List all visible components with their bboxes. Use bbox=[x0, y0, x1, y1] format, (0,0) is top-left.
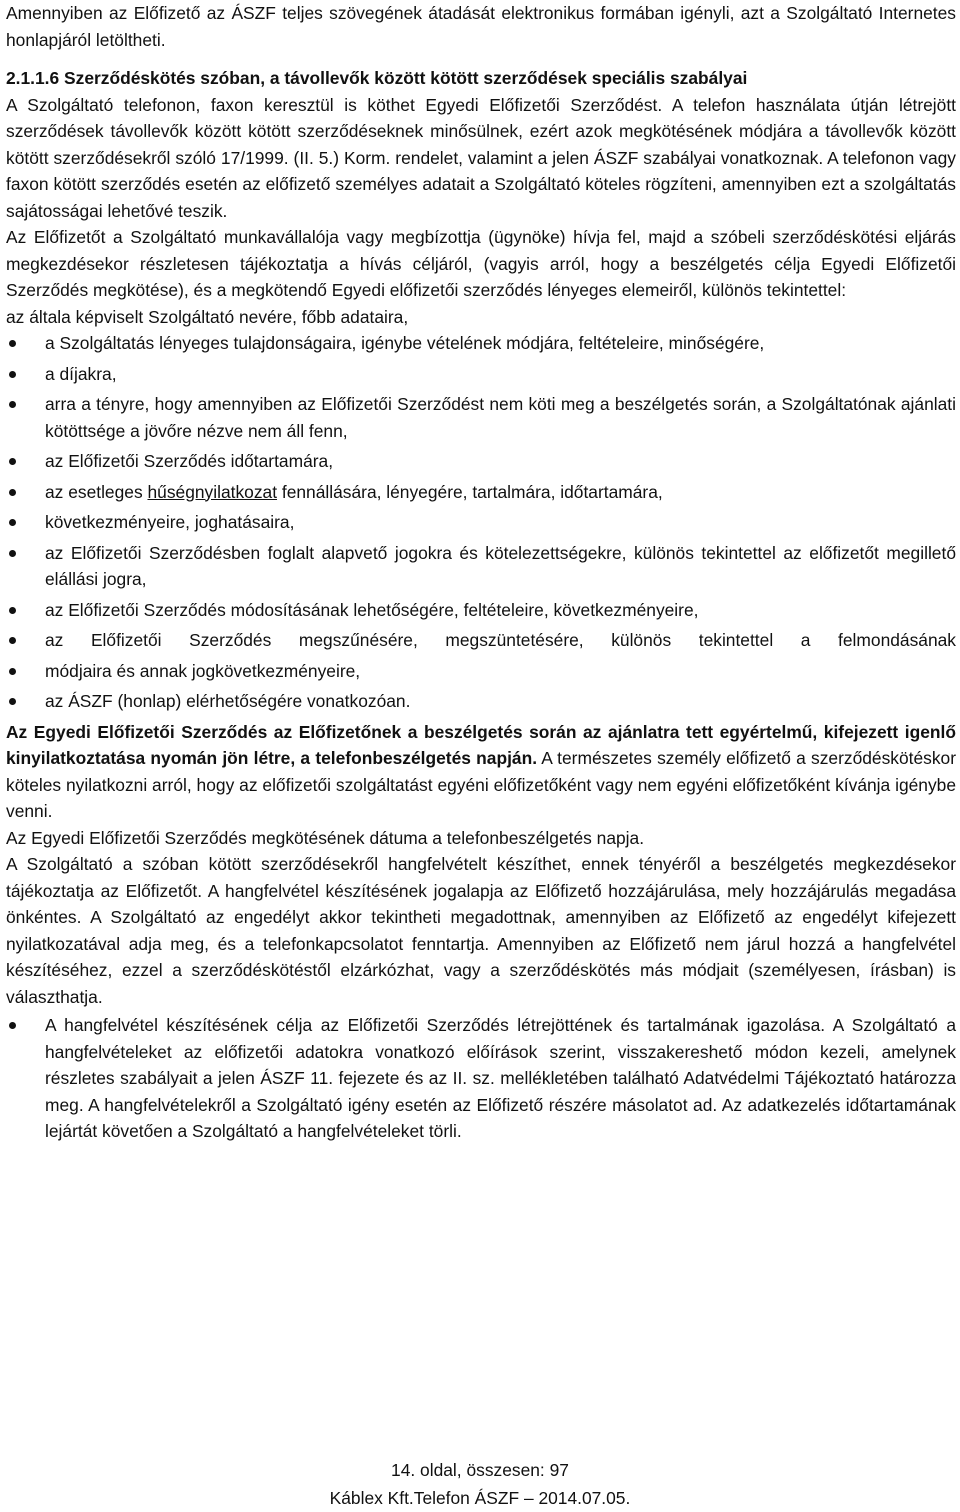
list-item: A hangfelvétel készítésének célja az Előfizetői Szerződés létrejöttének és tartalmának igazolása. A Szolgáltató a hangfelvételeket az előfizetői adatokra vonatkozó előírások szerint, visszakereshető módon kezeli, amelynek részletes szabályait a jelen ÁSZF 11. fejezete és az II. sz. mellékletében található Adatvédelmi Tájékoztató határozza meg. A hangfelvételekről a Szolgáltató igény esetén az Előfizető részére másolatot ad. Az adatkezelés időtartamának lejártát követően a Szolgáltató a hangfelvételeket törli. bbox=[6, 1012, 956, 1145]
underlined-word: hűségnyilatkozat bbox=[147, 481, 278, 502]
bullet-icon bbox=[9, 550, 16, 557]
bold-statement: Az Egyedi Előfizetői Szerződés az Előfizetőnek a beszélgetés során az ajánlatra tett egyértelmű, kifejezett igenlő kinyilatkoztatása nyomán jön létre, a telefonbeszélgetés napján. bbox=[6, 721, 956, 768]
list-item: a Szolgáltatás lényeges tulajdonságaira, igénybe vételének módjára, feltételeire, minőségére, bbox=[6, 330, 956, 357]
bullet-icon bbox=[9, 489, 16, 496]
bullet-icon bbox=[9, 607, 16, 614]
loyalty-item: az esetleges hűségnyilatkozat fennállására, lényegére, tartalmára, időtartamára, bbox=[45, 481, 663, 502]
list-item: arra a tényre, hogy amennyiben az Előfizetői Szerződést nem köti meg a beszélgetés során, a Szolgáltatónak ajánlati kötöttsége a jövőre nézve nem áll fenn, bbox=[6, 391, 956, 444]
list-item: az Előfizetői Szerződés időtartamára, bbox=[6, 448, 956, 475]
list-item: az ÁSZF (honlap) elérhetőségére vonatkozóan. bbox=[6, 688, 956, 715]
paragraph-caller-info: Az Előfizetőt a Szolgáltató munkavállalója vagy megbízottja (ügynöke) hívja fel, majd a szóbeli szerződéskötési eljárás megkezdésekor részletesen tájékoztatja a hívás céljáról, (vagyis arról, hogy a beszélgetés célja Egyedi Előfizetői Szerződés megkötése), és a megkötendő Egyedi előfizetői szerződés lényeges elemeiről, különös tekintettel: bbox=[6, 227, 956, 300]
bullet-icon bbox=[9, 401, 16, 408]
list-item: módjaira és annak jogkövetkezményeire, bbox=[6, 658, 956, 685]
bullet-icon bbox=[9, 1022, 16, 1029]
bullet-icon bbox=[9, 340, 16, 347]
list-item: az Előfizetői Szerződésben foglalt alapvető jogokra és kötelezettségekre, különös tekintettel az előfizetőt megillető elállási jogra, bbox=[6, 540, 956, 593]
paragraph-recording: A Szolgáltató a szóban kötött szerződésekről hangfelvételt készíthet, ennek tényéről a beszélgetés megkezdésekor tájékoztatja az Előfizetőt. A hangfelvétel készítésének jogalapja az Előfizető hozzájárulása, mely hozzájárulás megadása önkéntes. A Szolgáltató az engedélyt akkor tekintheti megadottnak, amennyiben az Előfizető az engedélyt kifejezett nyilatkozatával adja meg, és a telefonkapcsolatot fenntartja. Amennyiben az Előfizető nem járul hozzá a hangfelvétel készítéséhez, ezzel a szerződéskötéstől elzárkózhat, vagy a szerződéskötés más módjait (személyesen, írásban) is választhatja. bbox=[6, 854, 956, 1007]
section-number: 2.1.1.6 bbox=[6, 68, 60, 88]
bullet-icon bbox=[9, 698, 16, 705]
page-number: 14. oldal, összesen: 97 bbox=[391, 1460, 569, 1480]
bullet-icon bbox=[9, 519, 16, 526]
bullet-icon bbox=[9, 458, 16, 465]
paragraph-provider-name: az általa képviselt Szolgáltató nevére, főbb adataira, bbox=[6, 306, 409, 327]
section-title: Szerződéskötés szóban, a távollevők között kötött szerződések speciális szabályai bbox=[64, 68, 748, 88]
spacer bbox=[6, 53, 956, 65]
paragraph-continuation: A természetes személy előfizető a szerződéskötéskor köteles nyilatkozni arról, hogy az előfizetői szolgáltatást egyéni előfizetőként vagy nem egyéni előfizetőként kívánja igénybe venni. bbox=[6, 748, 957, 821]
paragraph-contract-date: Az Egyedi Előfizetői Szerződés megkötésének dátuma a telefonbeszélgetés napja. bbox=[6, 827, 645, 848]
intro-paragraph: Amennyiben az Előfizető az ÁSZF teljes szövegének átadását elektronikus formában igényli, azt a Szolgáltató Internetes honlapjáról letöltheti. bbox=[6, 3, 956, 50]
paragraph-contract-formation bbox=[6, 719, 956, 825]
information-list bbox=[6, 330, 956, 715]
list-item: az Előfizetői Szerződés megszűnésére, megszüntetésére, különös tekintettel a felmondásának bbox=[6, 627, 956, 654]
recording-purpose-list bbox=[6, 1012, 956, 1145]
bullet-icon bbox=[9, 637, 16, 644]
bullet-icon bbox=[9, 668, 16, 675]
list-item: a díjakra, bbox=[6, 361, 956, 388]
paragraph-telephone-contract: A Szolgáltató telefonon, faxon keresztül is köthet Egyedi Előfizetői Szerződést. A telefon használata útján létrejött szerződések távollevők között kötött szerződéseknek minősülnek, ezért azok megkötésének módjára a távollevők között kötött szerződésekről szóló 17/1999. (II. 5.) Korm. rendelet, valamint a jelen ÁSZF szabályai vonatkoznak. A telefonon vagy faxon kötött szerződés esetén az előfizető személyes adatait a Szolgáltató köteles rögzíteni, amennyiben ezt a szolgáltatás sajátosságai lehetővé teszik. bbox=[6, 94, 956, 221]
section-heading bbox=[6, 65, 956, 92]
document-page bbox=[6, 0, 956, 1149]
bullet-icon bbox=[9, 371, 16, 378]
list-item: az Előfizetői Szerződés módosításának lehetőségére, feltételeire, következményeire, bbox=[6, 597, 956, 624]
list-item: következményeire, joghatásaira, bbox=[6, 509, 956, 536]
list-item bbox=[6, 479, 956, 506]
document-footer: Káblex Kft.Telefon ÁSZF – 2014.07.05. bbox=[329, 1488, 631, 1508]
